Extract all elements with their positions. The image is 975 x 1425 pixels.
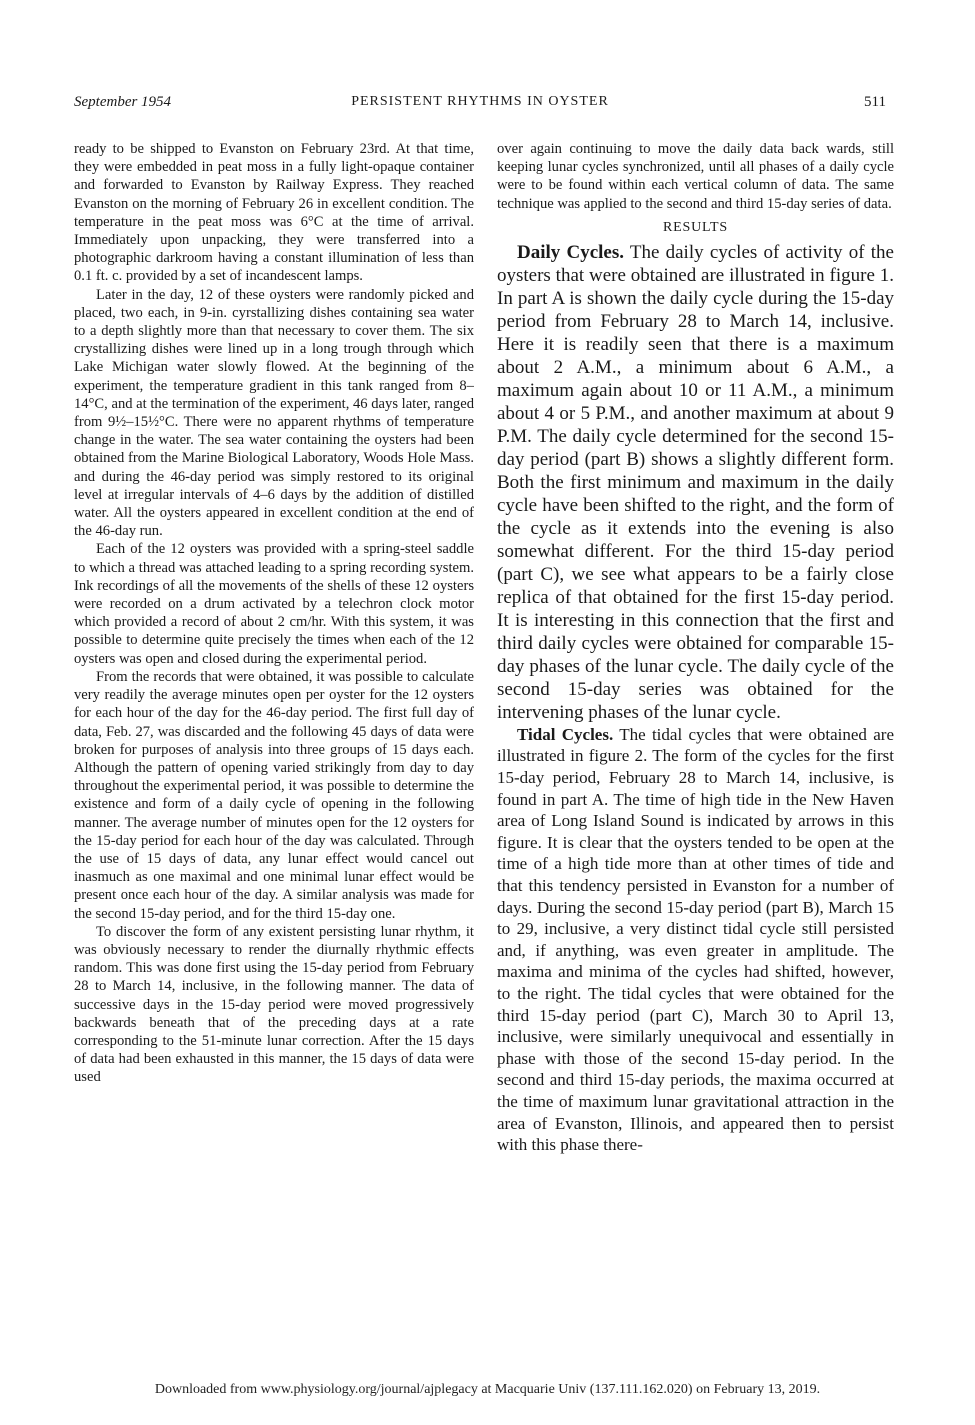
paragraph-shipping: ready to be shipped to Evanston on February 23rd. At that time, they were embedded in peat moss in a fully light-opaque container and forwarded to Evanston by Railway Express. They reached Evanston on the morning of February 26 in excellent condition. The temperature in the peat moss was 6°C at the time of arrival. Immediately upon unpacking, they were transferred into a photographic darkroom having a constant illumination of less than 0.1 ft. c. provided by a set of incandescent lamps. (74, 141, 474, 285)
running-title: PERSISTENT RHYTHMS IN OYSTER (351, 94, 609, 109)
section-heading-results: RESULTS (663, 219, 728, 235)
paragraph-recording: Each of the 12 oysters was provided with a spring-steel saddle to which a thread was attached leading to a spring recording system. Ink recordings of all the movements of the shells of these 12 oysters were recorded on a drum activated by a telechron clock motor which provided a record of about 2 cm/hr. With this system, it was possible to determine quite precisely the times when each of the 12 oysters was open and closed during the experimental period. (74, 541, 474, 667)
left-column (74, 140, 474, 1345)
paragraph-setup: Later in the day, 12 of these oysters were randomly picked and placed, two each, in 9-in. cyrstallizing dishes containing sea water to a depth slightly more than that necessary to cover them. The six crystallizing dishes were lined up in a long trough through which Lake Michigan water slowly flowed. At the beginning of the experiment, the temperature gradient in this tank ranged from 8–14°C, and at the termination of the experiment, 46 days later, ranged from 9½–15½°C. There were no apparent rhythms of temperature change in the water. The sea water containing the oysters had been obtained from the Marine Biological Laboratory, Woods Hole Mass. and during the 46-day period was simply restored to its original level at irregular intervals of 4–6 days by the addition of distilled water. All the oysters appeared in excellent condition at the end of the 46-day run. (74, 286, 474, 540)
tidal-cycles-heading: Tidal Cycles. (517, 724, 614, 744)
right-column (497, 140, 894, 1345)
paragraph-lunar-method: To discover the form of any existent persisting lunar rhythm, it was obviously necessary to render the diurnally rhythmic effects random. This was done first using the 15-day period from February 28 to March 14, inclusive, in the following manner. The data of successive days in the 15-day period were moved progressively backwards beneath that of the preceding days at a rate corresponding to the 51-minute lunar correction. After the 15 days of data had been exhausted in this manner, the 15 days of data were used (74, 923, 474, 1086)
daily-cycles-text: The daily cycles of activity of the oysters that were obtained are illustrated in figure 1. In part A is shown the daily cycle during the 15-day period from February 28 to March 14, inclusive. Here it is readily seen that there is a maximum about 2 A.M., a minimum about 6 A.M., a maximum again about 10 or 11 A.M., a minimum about 4 or 5 P.M., and another maximum at about 9 P.M. The daily cycle determined for the second 15-day period (part B) shows a slightly different form. Both the first minimum and maximum in the daily cycle have been shifted to the right, and the form of the cycle as it extends into the evening is also somewhat different. For the third 15-day period (part C), we see what appears to be a fairly close replica of that obtained for the first 15-day period. It is interesting in this connection that the first and third daily cycles were obtained for comparable 15-day phases of the lunar cycle. The daily cycle of the second 15-day series was obtained for the intervening phases of the lunar cycle. (497, 241, 894, 723)
daily-cycles-heading: Daily Cycles. (517, 241, 624, 263)
paragraph-daily-cycles (497, 241, 894, 724)
running-header (74, 94, 886, 116)
page-number: 511 (864, 94, 886, 110)
paragraph-continuation: over again continuing to move the daily data back wards, still keeping lunar cycles synchronized, until all phases of a daily cycle were to be found within each vertical column of data. The same technique was applied to the second and third 15-day series of data. (497, 141, 894, 212)
paragraph-analysis: From the records that were obtained, it was possible to calculate very readily the average minutes open per oyster for the 12 oysters for each hour of the day for the 46-day period. The first full day of data, Feb. 27, was discarded and the following 45 days of data were broken for purposes of analysis into three groups of 15 days each. Although the pattern of opening varied strikingly from day to day throughout the experimental period, it was possible to determine the existence and form of a daily cycle of opening in the following manner. The average number of minutes open for the 12 oysters for the 15-day period for each hour of the day was calculated. Through the use of 15 days of data, any lunar effect would cancel out inasmuch as one maximal and one minimal lunar effect would be present once each hour of the day. A similar analysis was made for the second 15-day period, and for the third 15-day one. (74, 668, 474, 922)
paragraph-tidal-cycles (497, 724, 894, 1156)
tidal-cycles-text: The tidal cycles that were obtained are illustrated in figure 2. The form of the cycles for the first 15-day period, February 28 to March 14, inclusive, is found in part A. The time of high tide in the New Haven area of Long Island Sound is indicated by arrows in this figure. It is clear that the oysters tended to be open at the time of a high tide more than at other times of tide and that this tendency persisted in Evanston for a number of days. During the second 15-day period (part B), March 15 to 29, inclusive, a very distinct tidal cycle still persisted and, if anything, was even greater in amplitude. The maxima and minima of the cycles had shifted, however, to the right. The tidal cycles that were obtained for the third 15-day period (part C), March 30 to April 13, inclusive, were similarly unequivocal and essentially in phase with those of the second 15-day period. In the second and third 15-day periods, the maxima occurred at the time of maximum lunar gravitational attraction in the area of Evanston, Illinois, and appeared then to persist with this phase there- (497, 724, 894, 1155)
journal-date: September 1954 (74, 94, 172, 110)
download-footer: Downloaded from www.physiology.org/journal/ajplegacy at Macquarie Univ (137.111.162.020) on February 13, 2019. (154, 1382, 821, 1397)
